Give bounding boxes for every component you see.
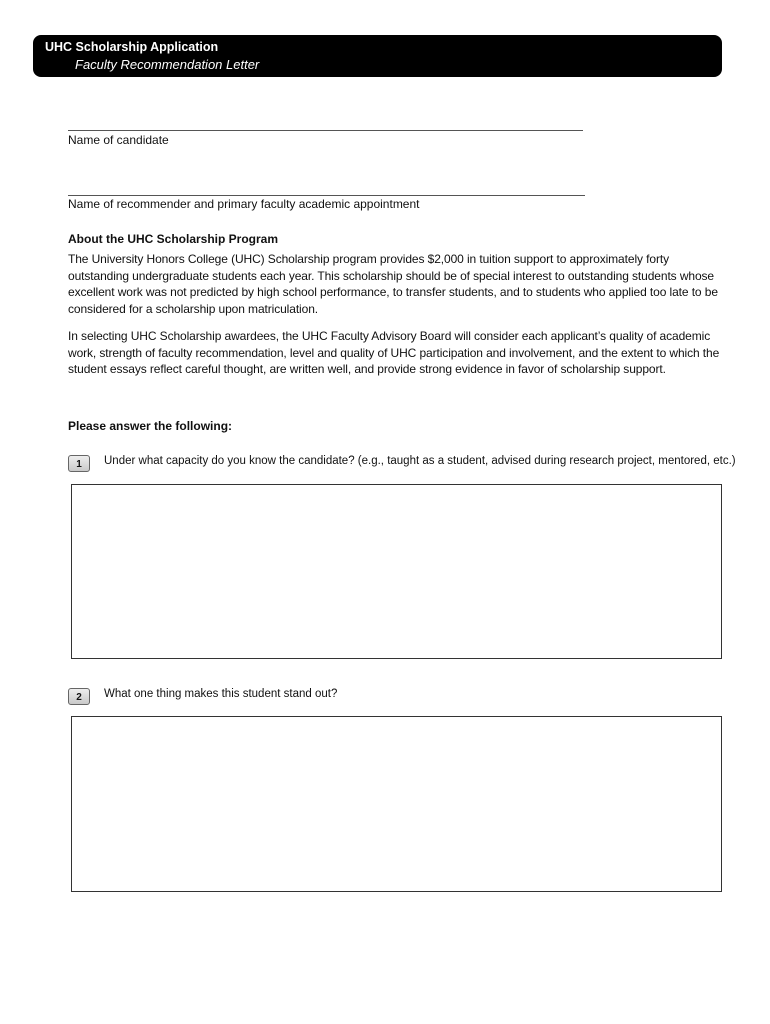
- form-subtitle: Faculty Recommendation Letter: [75, 57, 260, 72]
- recommender-name-field[interactable]: [68, 195, 585, 196]
- about-paragraph-1: The University Honors College (UHC) Scholarship program provides $2,000 in tuition support to approximately forty outstanding undergraduate students each year. This scholarship should be of special interest to outstanding students whose excellent work was not predicted by high school performance, to transfer students, and to students who applied too late to be considered for a scholarship upon matriculation.: [68, 252, 718, 316]
- about-paragraph-2: In selecting UHC Scholarship awardees, the UHC Faculty Advisory Board will consider each applicant’s quality of academic work, strength of faculty recommendation, level and quality of UHC participation and involvement, and the extent to which the student essays reflect careful thought, are written well, and provide strong evidence in favor of scholarship support.: [68, 329, 720, 376]
- about-heading: About the UHC Scholarship Program: [68, 232, 279, 246]
- question-2-number-badge: 2: [68, 688, 90, 705]
- form-title: UHC Scholarship Application: [45, 40, 219, 54]
- question-2-text: What one thing makes this student stand out?: [104, 688, 338, 700]
- form-header: [33, 35, 722, 77]
- candidate-name-field[interactable]: [68, 130, 583, 131]
- candidate-name-label: Name of candidate: [68, 133, 169, 147]
- question-1-text: Under what capacity do you know the candidate? (e.g., taught as a student, advised during research project, mentored, etc.): [104, 455, 736, 467]
- questions-heading: Please answer the following:: [68, 419, 233, 433]
- recommender-name-label: Name of recommender and primary faculty academic appointment: [68, 197, 420, 211]
- question-1-answer-box[interactable]: [71, 484, 722, 659]
- question-2-answer-box[interactable]: [71, 716, 722, 892]
- question-1-number-badge: 1: [68, 455, 90, 472]
